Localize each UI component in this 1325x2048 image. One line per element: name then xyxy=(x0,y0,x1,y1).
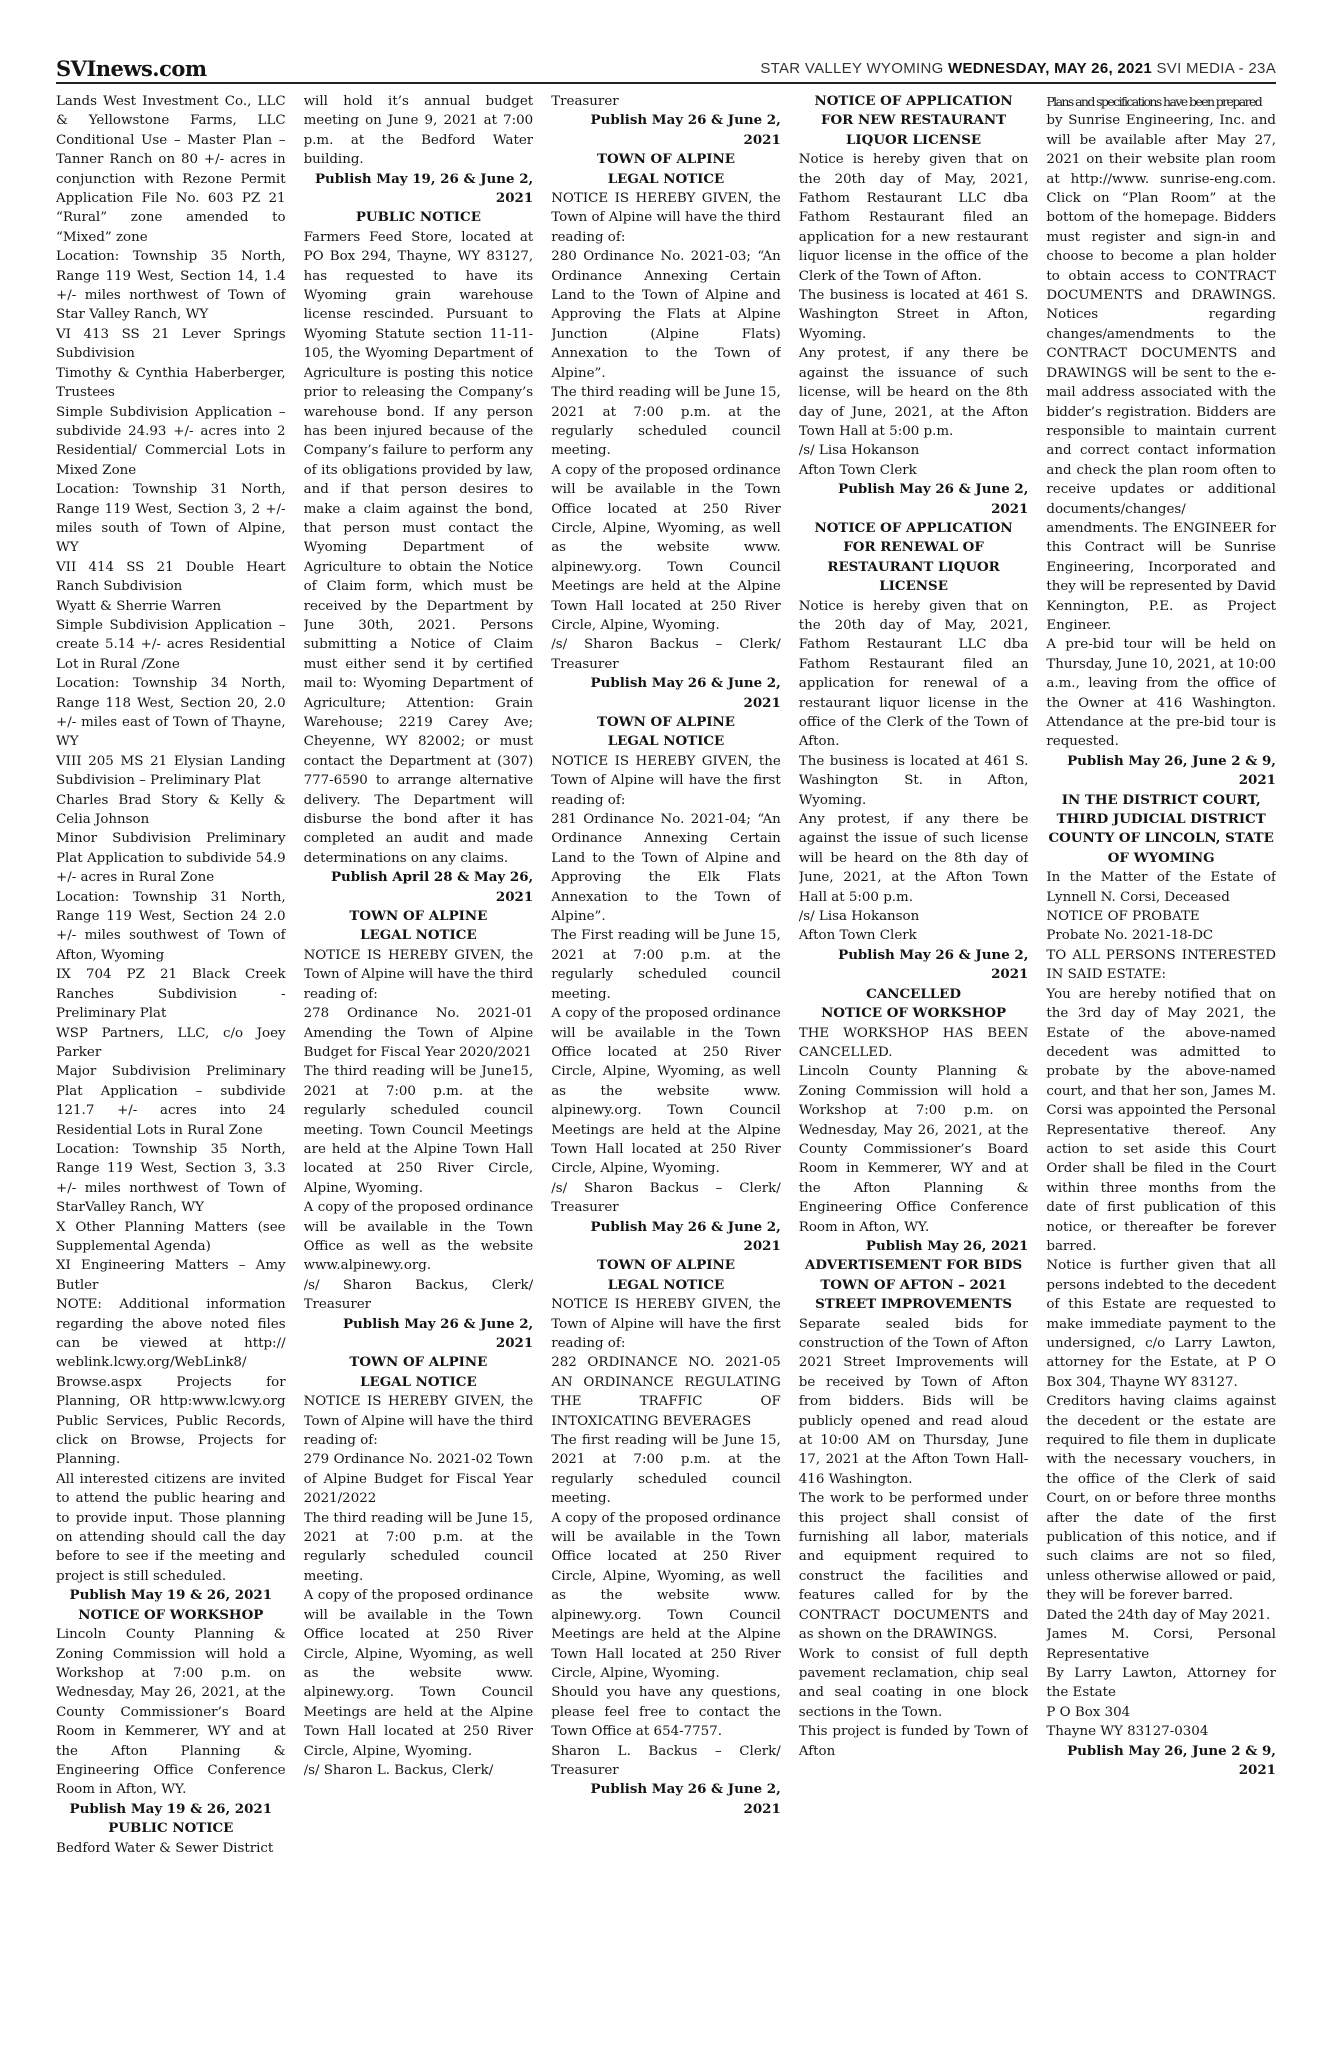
notice-subheading: LICENSE xyxy=(879,578,948,595)
notice-subheading: LEGAL NOTICE xyxy=(607,1276,725,1293)
notice-paragraph: A pre-bid tour will be held on Thursday, June 10, 2021, at 10:00 a.m., leaving from the office of the Owner at 416 Washington. Attendance at the pre-bid tour is requested. xyxy=(1046,637,1276,750)
issue-date: WEDNESDAY, MAY 26, 2021 xyxy=(948,60,1152,77)
notice-subheading: LEGAL NOTICE xyxy=(607,170,725,187)
notice-paragraph: The third reading will be June 15, 2021 at 7:00 p.m. at the regularly scheduled council meeting. xyxy=(551,385,781,459)
notice-paragraph: A copy of the proposed ordinance will be available in the Town Office as well as the website www.alpinewy.org. xyxy=(303,1200,534,1274)
notice-paragraph: James M. Corsi, Personal Representative xyxy=(1046,1627,1276,1662)
notice-paragraph: A copy of the proposed ordinance will be available in the Town Office located at 250 River Circle, Alpine, Wyoming, as well as the website www. alpinewy.org. Town Council Meetings are held at the Alpine Town Hall located at 250 River Circle, Alpine, Wyoming. xyxy=(551,1510,781,1681)
notice-subheading: STREET IMPROVEMENTS xyxy=(815,1296,1013,1313)
notice-paragraph: Minor Subdivision Preliminary Plat Application to subdivide 54.9 +/- acres in Rural Zone xyxy=(56,831,286,886)
notice-paragraph: Any protest, if any there be against the issue of such license will be heard on the 8th day of June, 2021, at the Afton Town Hall at 5:00 p.m. xyxy=(798,812,1029,905)
notice-paragraph: A copy of the proposed ordinance will be available in the Town Office located at 250 River Circle, Alpine, Wyoming, as well as the website www. alpinewy.org. Town Council Meetings are held at the Alpine Town Hall located at 250 River Circle, Alpine, Wyoming. xyxy=(303,1588,534,1759)
notice-paragraph: NOTICE IS HEREBY GIVEN, the Town of Alpine will have the first reading of: xyxy=(551,753,781,808)
notice-paragraph: Probate No. 2021-18-DC xyxy=(1046,928,1214,944)
notice-paragraph: Major Subdivision Preliminary Plat Application – subdivide 121.7 +/- acres into 24 Residential Lots in Rural Zone xyxy=(56,1064,286,1138)
notice-subheading: LEGAL NOTICE xyxy=(360,927,477,944)
publish-dates: Publish May 19 & 26, 2021 xyxy=(69,1587,273,1604)
notice-paragraph: Creditors having claims against the decedent or the estate are required to file them in duplicate with the necessary vouchers, in the office of the Clerk of said Court, on or before three months after the date of the first publication of this notice, and if such claims are not so filed, unless otherwise allowed or paid, they will be forever barred. xyxy=(1046,1394,1276,1604)
notice-paragraph: 282 ORDINANCE NO. 2021-05 AN ORDINANCE REGULATING THE TRAFFIC OF INTOXICATING BEVERAGES xyxy=(551,1355,781,1429)
notice-paragraph: Separate sealed bids for construction of the Town of Afton 2021 Street Improvements will be received by Town of Afton from bidders. Bids will be publicly opened and read aloud at 10:00 AM on Thursday, June 17, 2021 at the Afton Town Hall-416 Washington. xyxy=(798,1316,1029,1487)
publish-dates: Publish May 26 & June 2, 2021 xyxy=(590,1781,781,1817)
notice-paragraph: NOTICE IS HEREBY GIVEN, the Town of Alpine will have the third reading of: xyxy=(303,947,534,1002)
notice-paragraph: /s/ Sharon L. Backus, Clerk/ xyxy=(303,1762,494,1778)
notice-paragraph: Location: Township 35 North, Range 119 West, Section 3, 3.3 +/- miles northwest of Town of StarValley Ranch, WY xyxy=(56,1141,286,1216)
notice-heading: TOWN OF ALPINE xyxy=(349,1354,488,1371)
notice-paragraph: 279 Ordinance No. 2021-02 Town of Alpine Budget for Fiscal Year 2021/2022 xyxy=(303,1452,534,1507)
notice-paragraph: Lands West Investment Co., LLC & Yellowstone Farms, LLC Conditional Use – Master Plan – Tanner Ranch on 80 +/- acres in conjunction with Rezone Permit Application File No. 603 PZ 21 “Rural” zone amended to “Mixed” zone xyxy=(56,94,286,245)
publish-dates: Publish May 26 & June 2, 2021 xyxy=(838,946,1029,983)
notice-paragraph: The first reading will be June 15, 2021 at 7:00 p.m. at the regularly scheduled council meeting. xyxy=(551,1433,781,1507)
notice-paragraph: VI 413 SS 21 Lever Springs Subdivision xyxy=(56,326,286,362)
notice-paragraph: NOTICE IS HEREBY GIVEN, the Town of Alpine will have the third reading of: xyxy=(303,1394,534,1449)
notice-paragraph: 278 Ordinance No. 2021-01 Amending the Town of Alpine Budget for Fiscal Year 2020/2021 xyxy=(303,1006,534,1060)
notice-subheading: COUNTY OF LINCOLN, STATE xyxy=(1048,830,1274,847)
publish-dates: Publish May 26 & June 2, 2021 xyxy=(590,112,781,148)
notice-columns xyxy=(56,92,1276,2007)
notice-paragraph: Charles Brad Story & Kelly & Celia Johnson xyxy=(56,792,286,828)
publish-dates: Publish May 19, 26 & June 2, 2021 xyxy=(314,170,534,207)
notice-heading: NOTICE OF WORKSHOP xyxy=(78,1606,264,1623)
notice-heading: TOWN OF ALPINE xyxy=(596,151,735,168)
notice-paragraph: WSP Partners, LLC, c/o Joey Parker xyxy=(56,1025,286,1060)
section-page: SVI MEDIA - 23A xyxy=(1156,60,1276,77)
notice-paragraph: XI Engineering Matters – Amy Butler xyxy=(56,1258,286,1293)
notice-paragraph: NOTE: Additional information regarding the above noted files can be viewed at http:// weblink.lcwy.org/WebLink8/ Browse.aspx Projects for Planning, OR http:www.lcwy.org Public Services, Public Records, click on Browse, Projects for Planning. xyxy=(56,1297,286,1468)
notice-subheading: LEGAL NOTICE xyxy=(360,1373,477,1390)
notice-paragraph: /s/ Lisa Hokanson xyxy=(798,443,920,459)
notice-paragraph: Location: Township 34 North, Range 118 West, Section 20, 2.0 +/- miles east of Town of Thayne, WY xyxy=(56,676,286,750)
notice-paragraph: Farmers Feed Store, located at PO Box 294, Thayne, WY 83127, has requested to have its Wyoming grain warehouse license rescinded. Pursuant to Wyoming Statute section 11-11-105, the Wyoming Department of Agriculture is posting this notice prior to releasing the Company’s warehouse bond. If any person has been injured because of the Company’s failure to perform any of its obligations provided by law, and if that person desires to make a claim against the bond, that person must contact the Wyoming Department of Agriculture to obtain the Notice of Claim form, which must be received by the Department by June 30th, 2021. Persons submitting a Notice of Claim must either send it by certified mail to: Wyoming Department of Agriculture; Attention: Grain Warehouse; 2219 Carey Ave; Cheyenne, WY 82002; or must contact the Department at (307) 777-6590 to arrange alternative delivery. The Department will disburse the bond after it has completed an audit and made determinations on any claims. xyxy=(303,229,534,866)
notice-paragraph: Afton Town Clerk xyxy=(798,462,917,478)
notice-paragraph: Location: Township 35 North, Range 119 West, Section 14, 1.4 +/- miles northwest of Town of Star Valley Ranch, WY xyxy=(56,249,286,323)
site-name: SVInews.com xyxy=(56,56,207,81)
notice-paragraph: Simple Subdivision Application – subdivide 24.93 +/- acres into 2 Residential/ Commercial Lots in Mixed Zone xyxy=(56,404,286,478)
notice-heading: ADVERTISEMENT FOR BIDS xyxy=(805,1257,1023,1274)
notice-paragraph: Any protest, if any there be against the issuance of such license, will be heard on the 8th day of June, 2021, at the Afton Town Hall at 5:00 p.m. xyxy=(798,346,1029,439)
column-2 xyxy=(304,92,534,2007)
column-5 xyxy=(1046,92,1276,2007)
notice-paragraph: 281 Ordinance No. 2021-04; “An Ordinance Annexing Certain Land to the Town of Alpine and Approving the Elk Flats Annexation to the Town of Alpine”. xyxy=(551,812,781,925)
notice-paragraph: X Other Planning Matters (see Supplemental Agenda) xyxy=(56,1219,286,1254)
notice-paragraph: Treasurer xyxy=(551,94,619,109)
notice-paragraph: NOTICE OF PROBATE xyxy=(1046,909,1200,925)
notice-paragraph: /s/ Lisa Hokanson xyxy=(798,909,920,925)
publish-dates: Publish May 19 & 26, 2021 xyxy=(69,1800,273,1817)
page-header-info xyxy=(760,60,1276,77)
notice-paragraph: Thayne WY 83127-0304 xyxy=(1046,1724,1209,1740)
notice-paragraph: Simple Subdivision Application – create 5.14 +/- acres Residential Lot in Rural /Zone xyxy=(56,617,286,672)
notice-heading: CANCELLED xyxy=(866,985,961,1002)
notice-paragraph: Work to consist of full depth pavement reclamation, chip seal and seal coating in one block sections in the Town. xyxy=(798,1646,1029,1720)
notice-paragraph: The third reading will be June 15, 2021 at 7:00 p.m. at the regularly scheduled council meeting. xyxy=(303,1510,534,1584)
notice-paragraph: 280 Ordinance No. 2021-03; “An Ordinance Annexing Certain Land to the Town of Alpine and Approving the Flats at Alpine Junction (Alpine Flats) Annexation to the Town of Alpine”. xyxy=(551,249,781,381)
publish-dates: Publish May 26, June 2 & 9, 2021 xyxy=(1067,752,1276,789)
publish-dates: Publish May 26, 2021 xyxy=(865,1237,1029,1254)
notice-paragraph: The third reading will be June15, 2021 at 7:00 p.m. at the regularly scheduled council meeting. Town Council Meetings are held at the Alpine Town Hall located at 250 River Circle, Alpine, Wyoming. xyxy=(303,1064,534,1196)
notice-paragraph: will hold it’s annual budget meeting on June 9, 2021 at 7:00 p.m. at the Bedford Water building. xyxy=(303,94,534,168)
notice-paragraph: Lincoln County Planning & Zoning Commission will hold a Workshop at 7:00 p.m. on Wednesday, May 26, 2021, at the County Commissioner’s Board Room in Kemmerer, WY and at the Afton Planning & Engineering Office Conference Room in Afton, WY. xyxy=(798,1064,1029,1235)
publish-dates: Publish May 26 & June 2, 2021 xyxy=(342,1315,534,1351)
notice-subheading: THIRD JUDICIAL DISTRICT xyxy=(1056,811,1266,828)
notice-paragraph: /s/ Sharon Backus – Clerk/ Treasurer xyxy=(551,637,781,672)
notice-paragraph: /s/ Sharon Backus – Clerk/ Treasurer xyxy=(551,1180,781,1216)
publish-dates: Publish April 28 & May 26, 2021 xyxy=(330,869,534,905)
publish-dates: Publish May 26 & June 2, 2021 xyxy=(590,675,781,711)
notice-paragraph: Notice is hereby given that on the 20th day of May, 2021, Fathom Restaurant LLC dba Fathom Restaurant filed an application for renewal of a restaurant liquor license in the office of the Clerk of the Town of Afton. xyxy=(798,598,1029,750)
notice-paragraph: Location: Township 31 North, Range 119 West, Section 3, 2 +/- miles south of Town of Alpine, WY xyxy=(56,482,286,556)
notice-paragraph: THE WORKSHOP HAS BEEN CANCELLED. xyxy=(798,1025,1029,1060)
notice-paragraph: You are hereby notified that on the 3rd day of May 2021, the Estate of the above-named decedent was admitted to probate by the above-named court, and that her son, James M. Corsi was appointed the Personal Representative thereof. Any action to set aside this Court Order shall be filed in the Court within three months from the date of first publication of this notice, or thereafter be forever barred. xyxy=(1046,986,1276,1254)
notice-paragraph: All interested citizens are invited to attend the public hearing and to provide input. Those planning on attending should call the day before to see if the meeting and project is still scheduled. xyxy=(56,1471,286,1584)
notice-subheading: RESTAURANT LIQUOR xyxy=(827,558,1000,575)
column-3 xyxy=(551,92,781,2007)
notice-subheading: FOR RENEWAL OF xyxy=(843,539,984,556)
publish-dates: Publish May 26, June 2 & 9, 2021 xyxy=(1067,1742,1276,1778)
publish-dates: Publish May 26 & June 2, 2021 xyxy=(590,1218,781,1254)
notice-heading: NOTICE OF APPLICATION xyxy=(814,519,1013,536)
notice-paragraph: The First reading will be June 15, 2021 at 7:00 p.m. at the regularly scheduled council meeting. xyxy=(551,928,781,1002)
notice-paragraph: Timothy & Cynthia Haberberger, Trustees xyxy=(56,365,286,401)
publish-dates: Publish May 26 & June 2, 2021 xyxy=(838,481,1029,517)
notice-paragraph: The business is located at 461 S. Washington Street in Afton, Wyoming. xyxy=(798,288,1029,342)
notice-paragraph: Lincoln County Planning & Zoning Commission will hold a Workshop at 7:00 p.m. on Wednesday, May 26, 2021, at the County Commissioner’s Board Room in Kemmerer, WY and at the Afton Planning & Engineering Office Conference Room in Afton, WY. xyxy=(56,1627,286,1798)
notice-heading: IN THE DISTRICT COURT, xyxy=(1061,791,1261,808)
notice-paragraph: The business is located at 461 S. Washington St. in Afton, Wyoming. xyxy=(798,753,1029,808)
notice-paragraph: /s/ Sharon Backus, Clerk/ Treasurer xyxy=(303,1277,534,1313)
notice-paragraph: P O Box 304 xyxy=(1046,1704,1131,1720)
notice-paragraph: A copy of the proposed ordinance will be available in the Town Office located at 250 River Circle, Alpine, Wyoming, as well as the website www. alpinewy.org. Town Council Meetings are held at the Alpine Town Hall located at 250 River Circle, Alpine, Wyoming. xyxy=(551,462,781,633)
notice-subheading: NOTICE OF WORKSHOP xyxy=(821,1005,1007,1022)
notice-paragraph: Afton Town Clerk xyxy=(798,928,917,944)
notice-subheading: TOWN OF AFTON – 2021 xyxy=(820,1276,1007,1293)
notice-paragraph: NOTICE IS HEREBY GIVEN, the Town of Alpine will have the third reading of: xyxy=(551,191,781,245)
notice-paragraph: The work to be performed under this project shall consist of furnishing all labor, materials and equipment required to construct the facilities and features called for by the CONTRACT DOCUMENTS and as shown on the DRAWINGS. xyxy=(798,1491,1029,1643)
notice-subheading: LEGAL NOTICE xyxy=(607,733,725,750)
notice-paragraph: TO ALL PERSONS INTERESTED IN SAID ESTATE: xyxy=(1046,947,1276,983)
notice-paragraph: Notice is hereby given that on the 20th day of May, 2021, Fathom Restaurant LLC dba Fathom Restaurant filed an application for a new restaurant liquor license in the office of the Clerk of the Town of Afton. xyxy=(798,152,1029,284)
column-1 xyxy=(56,92,286,2007)
notice-paragraph: Wyatt & Sherrie Warren xyxy=(56,598,222,614)
notice-paragraph: VII 414 SS 21 Double Heart Ranch Subdivision xyxy=(56,559,286,595)
notice-paragraph: Location: Township 31 North, Range 119 West, Section 24 2.0 +/- miles southwest of Town of Afton, Wyoming xyxy=(56,889,286,963)
notice-paragraph: Notice is further given that all persons indebted to the decedent of this Estate are requested to make immediate payment to the undersigned, c/o Larry Lawton, attorney for the Estate, at P O Box 304, Thayne WY 83127. xyxy=(1046,1258,1276,1390)
notice-subheading: FOR NEW RESTAURANT xyxy=(821,112,1007,129)
notice-paragraph: IX 704 PZ 21 Black Creek Ranches Subdivision - Preliminary Plat xyxy=(56,967,286,1022)
notice-paragraph: Dated the 24th day of May 2021. xyxy=(1046,1607,1271,1623)
notice-paragraph: Sharon L. Backus – Clerk/ Treasurer xyxy=(551,1743,781,1778)
notice-paragraph: Should you have any questions, please feel free to contact the Town Office at 654-7757. xyxy=(551,1685,781,1740)
notice-heading: TOWN OF ALPINE xyxy=(596,1257,735,1274)
notice-paragraph: This project is funded by Town of Afton xyxy=(798,1724,1029,1759)
notice-paragraph: VIII 205 MS 21 Elysian Landing Subdivision – Preliminary Plat xyxy=(56,753,286,789)
notice-heading: TOWN OF ALPINE xyxy=(596,714,735,730)
notice-paragraph: By Larry Lawton, Attorney for the Estate xyxy=(1046,1665,1276,1701)
notice-heading: NOTICE OF APPLICATION xyxy=(814,93,1013,109)
notice-paragraph: NOTICE IS HEREBY GIVEN, the Town of Alpine will have the first reading of: xyxy=(551,1297,781,1351)
notice-heading: PUBLIC NOTICE xyxy=(355,209,481,226)
notice-heading: TOWN OF ALPINE xyxy=(349,908,488,925)
publication-title: STAR VALLEY WYOMING xyxy=(760,60,944,77)
notice-paragraph: by Sunrise Engineering, Inc. and will be available after May 27, 2021 on their website plan room at http://www. sunrise-eng.com. Click on “Plan Room” at the bottom of the homepage. Bidders must register and sign-in and choose to become a plan holder to obtain access to CONTRACT DOCUMENTS and DRAWINGS. Notices regarding changes/amendments to the CONTRACT DOCUMENTS and DRAWINGS will be sent to the e-mail address associated with the bidder’s registration. Bidders are responsible to maintain current and correct contact information and check the plan room often to receive updates or additional documents/changes/ amendments. The ENGINEER for this Contract will be Sunrise Engineering, Incorporated and they will be represented by David Kennington, P.E. as Project Engineer. xyxy=(1046,113,1276,633)
notice-subheading: OF WYOMING xyxy=(1107,849,1215,866)
notice-heading: PUBLIC NOTICE xyxy=(108,1820,234,1837)
notice-subheading: LIQUOR LICENSE xyxy=(846,131,982,148)
column-4 xyxy=(799,92,1029,2007)
notice-paragraph: Plans and specifications have been prepared xyxy=(1046,94,1262,109)
masthead xyxy=(56,56,1276,84)
notice-paragraph: A copy of the proposed ordinance will be available in the Town Office located at 250 River Circle, Alpine, Wyoming, as well as the website www. alpinewy.org. Town Council Meetings are held at the Alpine Town Hall located at 250 River Circle, Alpine, Wyoming. xyxy=(551,1006,781,1177)
notice-paragraph: In the Matter of the Estate of Lynnell N. Corsi, Deceased xyxy=(1046,870,1276,905)
notice-paragraph: Bedford Water & Sewer District xyxy=(56,1840,274,1856)
